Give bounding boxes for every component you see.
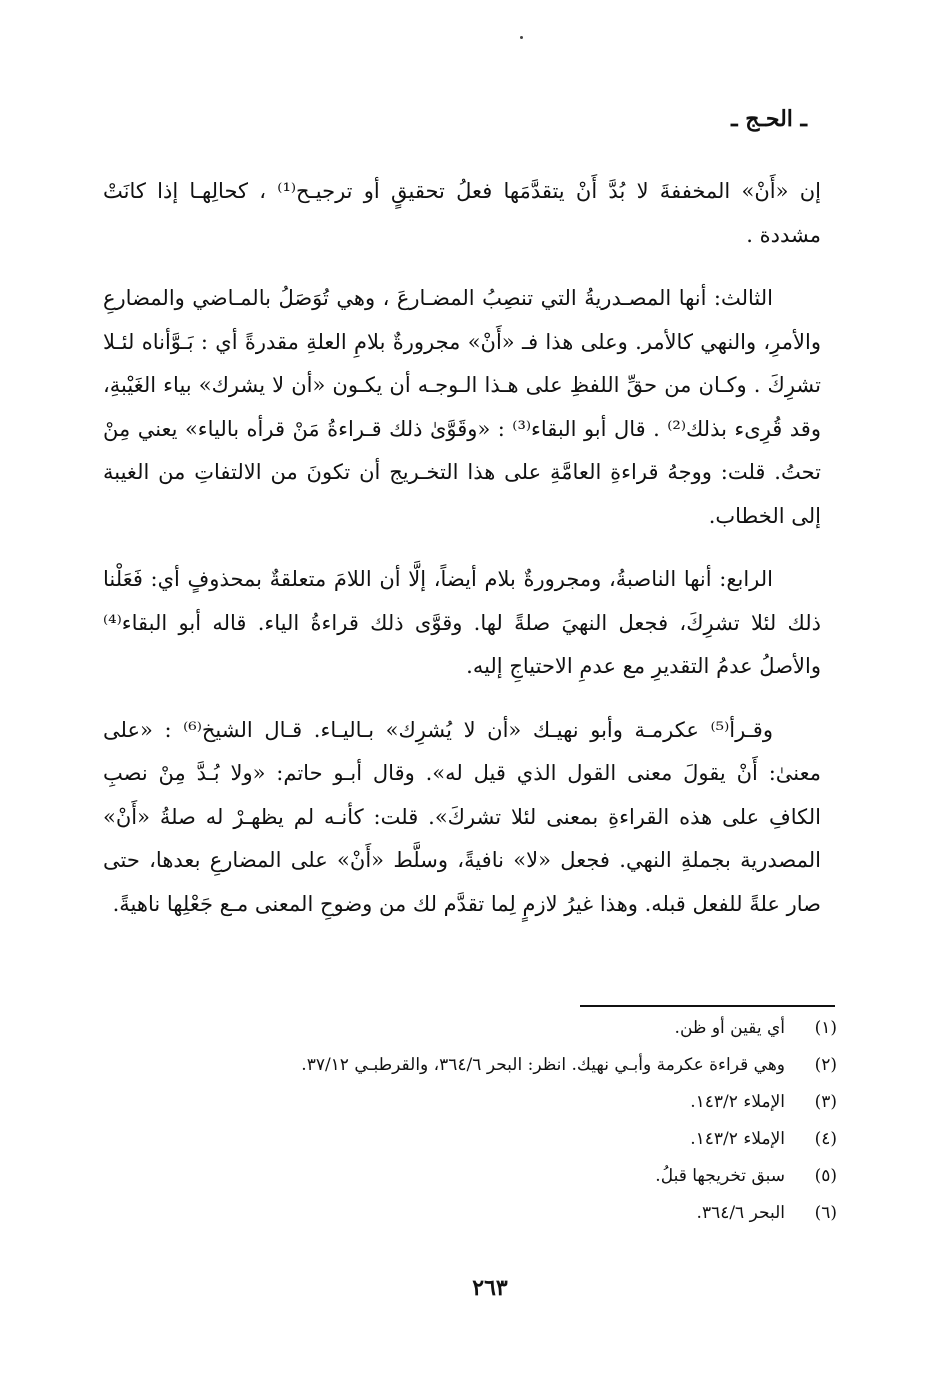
footnote bbox=[97, 1195, 837, 1232]
footnote-number: (٤) bbox=[814, 1129, 837, 1149]
paragraph-continuation: إن «أَنْ» المخففةَ لا بُدَّ أَنْ يتقدَّمَها فعلُ تحقيقٍ أو ترجيـح⁽¹⁾ ، كحالِهـا إذا كانَتْ مشددة . bbox=[103, 179, 821, 247]
footnote-separator bbox=[580, 1005, 835, 1007]
footnote bbox=[97, 1121, 837, 1158]
footnote bbox=[97, 1084, 837, 1121]
body-text bbox=[103, 170, 821, 946]
footnote bbox=[97, 1158, 837, 1195]
footnote bbox=[97, 1010, 837, 1047]
footnote-text: سبق تخريجها قبلُ. bbox=[655, 1166, 785, 1186]
footnotes bbox=[97, 1010, 837, 1232]
paragraph-reading: وقـرأ⁽⁵⁾ عكرمـة وأبو نهيـك «أن لا يُشرِك» بـاليـاء. قـال الشيخ⁽⁶⁾ : «على معنىٰ: أَنْ يقولَ معنى القول الذي قيل له». وقال أبـو حاتم: «ولا بُـدَّ مِنْ نصبِ الكافِ على هذه القراءةِ بمعنى لئلا تشركَ». قلت: كأنـه لم يظهـرْ له صلةُ «أَنْ» المصدرية بجملةِ النهي. فجعل «لا» نافيةً، وسلَّط «أَنْ» على المضارعِ بعدها، حتى صار علةً للفعل قبله. وهذا غيرُ لازمٍ لِما تقدَّم لك من وضوحِ المعنى مـع جَعْلِها ناهيةً. bbox=[103, 717, 821, 916]
footnote-number: (٦) bbox=[814, 1203, 837, 1223]
footnote-text: وهي قراءة عكرمة وأبـي نهيك. انظر: البحر ٣٦٤/٦، والقرطبـي ٣٧/١٢. bbox=[301, 1055, 785, 1075]
footnote-number: (٢) bbox=[814, 1055, 837, 1075]
paragraph-third-view: الثالث: أنها المصـدريةُ التي تنصِبُ المضـارعَ ، وهي تُوَصَلُ بالمـاضي والمضارعِ والأمرِ، والنهي كالأمر. وعلى هذا فـ «أَنْ» مجرورةٌ بلامِ العلةِ مقدرةً أي : بَـوَّأناه لئـلا تشرِكَ . وكـان من حقِّ اللفظِ على هـذا الـوجـه أن يكـون «أن لا يشرك» بياء الغَيْبةِ، وقد قُرِىء بذلك⁽²⁾ . قال أبو البقاء⁽³⁾ : «وقَوَّىٰ ذلك قـراءةُ مَنْ قرأه بالياء» يعني مِنْ تحتُ. قلت: ووجهُ قراءةِ العامَّةِ على هذا التخـريج أن تكونَ من الالتفاتِ من الغيبة إلى الخطاب. bbox=[103, 286, 821, 528]
footnote-text: الإملاء ١٤٣/٢. bbox=[690, 1092, 785, 1112]
speck-mark bbox=[520, 36, 523, 39]
footnote-number: (٥) bbox=[814, 1166, 837, 1186]
page-number: ٢٦٣ bbox=[472, 1275, 508, 1301]
footnote-text: البحر ٣٦٤/٦. bbox=[696, 1203, 785, 1223]
footnote-number: (٣) bbox=[814, 1092, 837, 1112]
running-head: ـ الحـج ـ bbox=[731, 106, 807, 132]
footnote-number: (١) bbox=[814, 1018, 837, 1038]
footnote-text: الإملاء ١٤٣/٢. bbox=[690, 1129, 785, 1149]
footnote bbox=[97, 1047, 837, 1084]
footnote-text: أي يقين أو ظن. bbox=[674, 1018, 785, 1038]
paragraph-fourth-view: الرابع: أنها الناصبةُ، ومجرورةٌ بلام أيضاً، إلَّا أن اللامَ متعلقةٌ بمحذوفٍ أي: فَعَلْنا ذلك لئلا تشرِكَ، فجعل النهيَ صلةً لها. وقوَّى ذلك قراءةُ الياء. قاله أبو البقاء⁽⁴⁾ والأصلُ عدمُ التقديرِ مع عدمِ الاحتياجِ إليه. bbox=[103, 567, 821, 678]
